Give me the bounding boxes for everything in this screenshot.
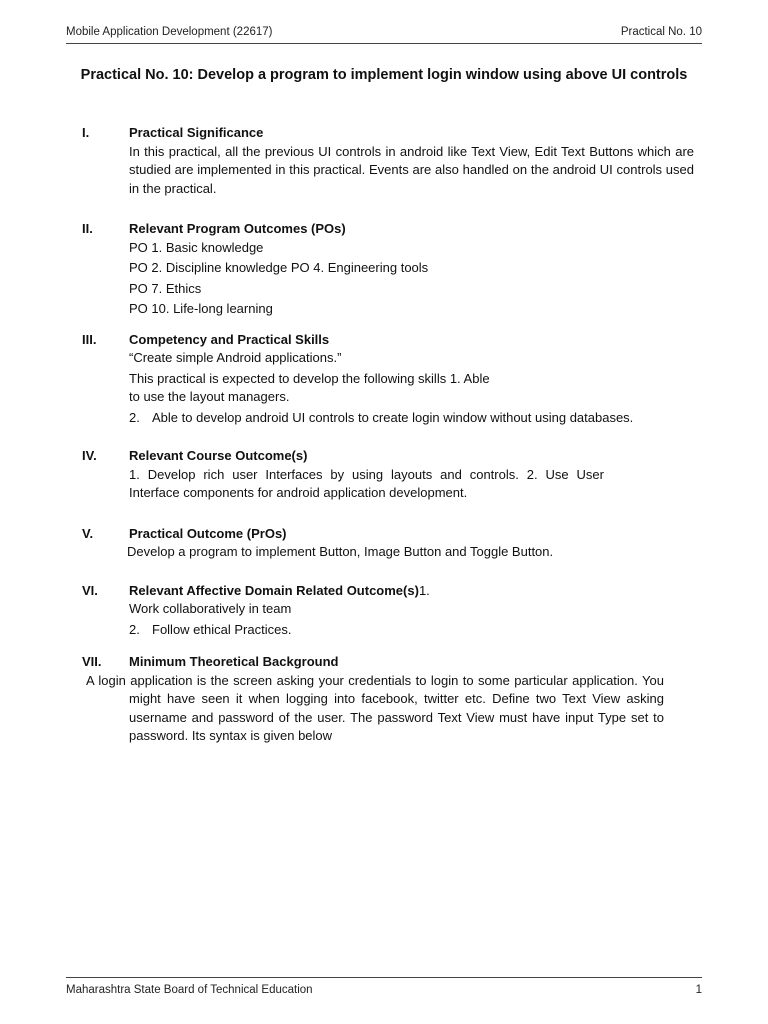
section-number: VI. [82,582,98,598]
section-text: In this practical, all the previous UI controls in android like Text View, Edit Text Buttons which are studied are implemented in this practical. Events are also handled on the android UI controls used in the practical. [129,143,694,196]
list-number: 2. [129,621,140,637]
section-number: V. [82,525,94,541]
section-heading [82,124,694,143]
section-title: Minimum Theoretical Background [129,654,339,669]
outcome-line: PO 2. Discipline knowledge PO 4. Engineering tools [129,260,429,275]
section-text: 1. Develop rich user Interfaces by using layouts and controls. 2. Use User Interface components for android application development. [129,466,604,500]
section-heading [82,653,694,672]
outcome-line: PO 7. Ethics [129,280,202,296]
section-title-suffix: 1. [418,582,430,598]
section-course-outcomes [82,447,694,503]
section-title: Relevant Affective Domain Related Outcome(s) [129,582,419,598]
list-item [82,621,694,640]
section-practical-outcome [82,525,694,562]
page-header [66,26,702,44]
section-title: Competency and Practical Skills [129,331,330,347]
section-number: IV. [82,448,97,463]
section-heading [82,331,694,350]
list-text: Follow ethical Practices. [152,621,292,637]
section-program-outcomes [82,220,694,319]
competency-line: to use the layout managers. [129,389,290,404]
section-practical-significance [82,124,694,198]
section-number: II. [82,221,93,236]
list-text: Able to develop android UI controls to create login window without using databases. [152,409,634,425]
section-title: Relevant Program Outcomes (POs) [129,221,346,236]
competency-line: “Create simple Android applications.” [129,350,342,365]
section-title: Practical Outcome (PrOs) [129,525,287,541]
section-title: Relevant Course Outcome(s) [129,448,308,463]
section-heading [82,525,694,544]
section-number: VII. [82,654,102,669]
page-footer [66,977,702,996]
section-heading [82,447,694,466]
section-paragraph: A login application is the screen asking your credentials to login to some particular application. You might have seen it when logging into facebook, twitter etc. Define two Text View asking username and password of the user. The password Text View must have input Type set to password. Its syntax is given below [86,672,664,743]
header-practical-number: Practical No. 10 [620,26,702,38]
outcome-line: PO 1. Basic knowledge [129,239,264,255]
section-heading [82,582,694,601]
section-title: Practical Significance [129,125,264,140]
section-number: III. [82,331,97,347]
list-item [82,409,694,428]
section-competency-skills [82,331,694,428]
list-number: 2. [129,409,140,425]
footer-board-name: Maharashtra State Board of Technical Education [66,984,313,996]
page-title: Practical No. 10: Develop a program to implement login window using above UI controls [80,67,688,83]
section-theoretical-background [82,653,694,746]
competency-line: This practical is expected to develop the following skills 1. Able [129,370,490,386]
section-affective-outcomes [82,582,694,640]
header-course: Mobile Application Development (22617) [66,26,273,38]
document-body [82,124,694,746]
outcome-line: PO 10. Life-long learning [129,301,273,316]
section-heading [82,220,694,239]
footer-page-number: 1 [695,984,702,996]
section-text: Work collaboratively in team [129,601,292,616]
section-text: Develop a program to implement Button, Image Button and Toggle Button. [127,544,554,559]
section-number: I. [82,125,90,140]
